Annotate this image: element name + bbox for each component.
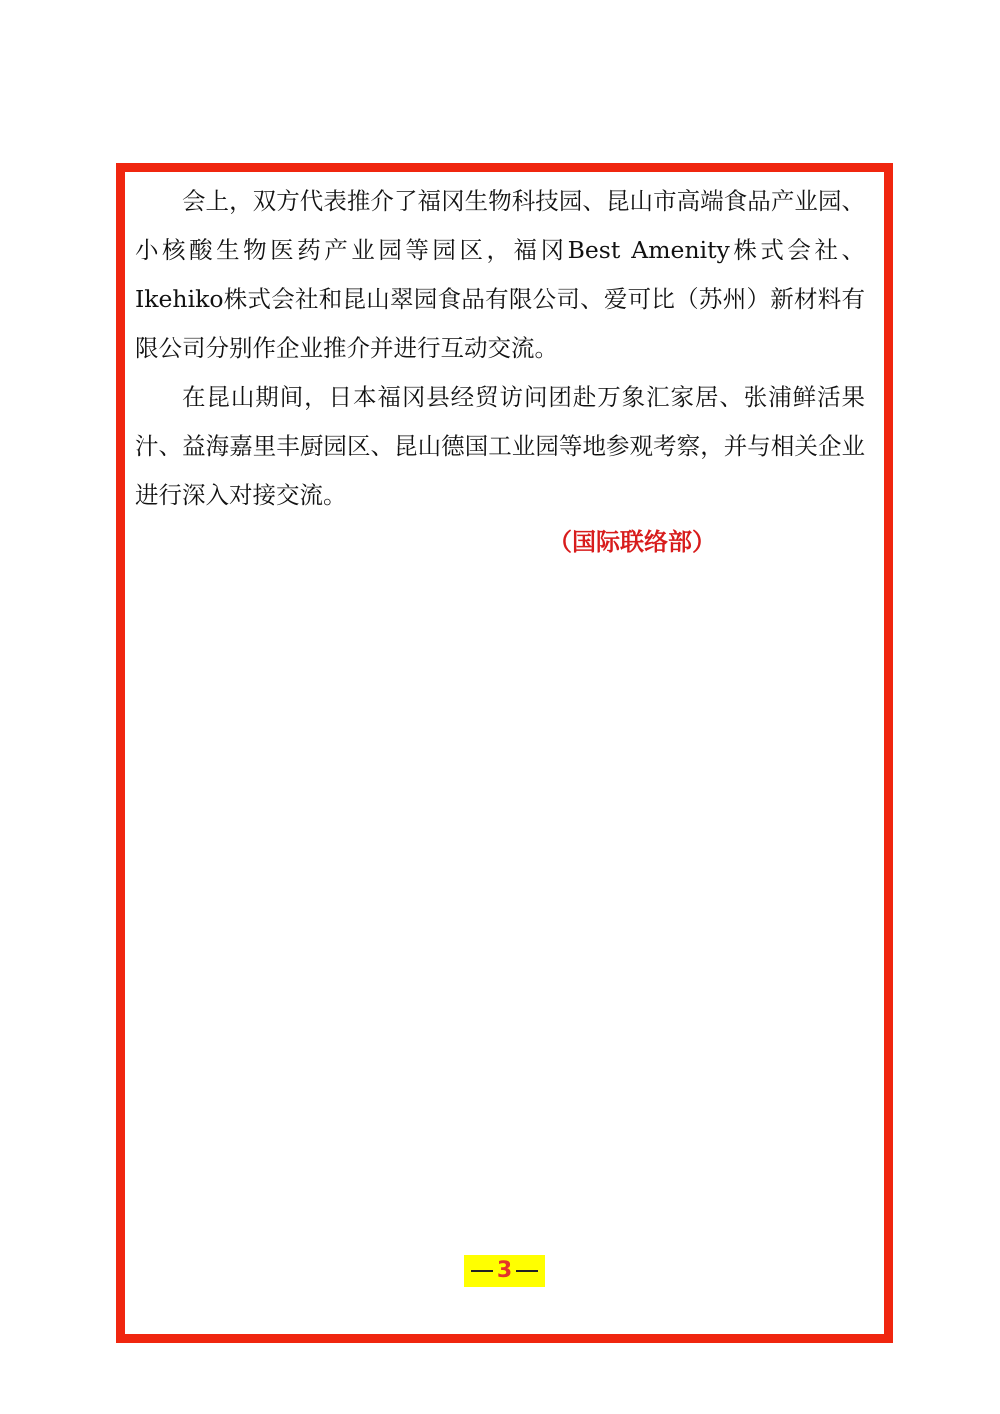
article-body — [135, 177, 865, 520]
paragraph-2: 在昆山期间，日本福冈县经贸访问团赴万象汇家居、张浦鲜活果汁、益海嘉里丰厨园区、昆山德国工业园等地参观考察，并与相关企业进行深入对接交流。 — [135, 383, 865, 509]
page-number-badge — [464, 1255, 545, 1287]
department-signature: （国际联络部） — [548, 528, 716, 556]
page-number-right-dash — [516, 1270, 538, 1272]
page-number: 3 — [496, 1258, 513, 1283]
paragraph-1: 会上，双方代表推介了福冈生物科技园、昆山市高端食品产业园、小核酸生物医药产业园等园区，福冈Best Amenity株式会社、Ikehiko株式会社和昆山翠园食品有限公司、爱可比（苏州）新材料有限公司分别作企业推介并进行互动交流。 — [135, 187, 865, 362]
page-number-left-dash — [471, 1270, 493, 1272]
